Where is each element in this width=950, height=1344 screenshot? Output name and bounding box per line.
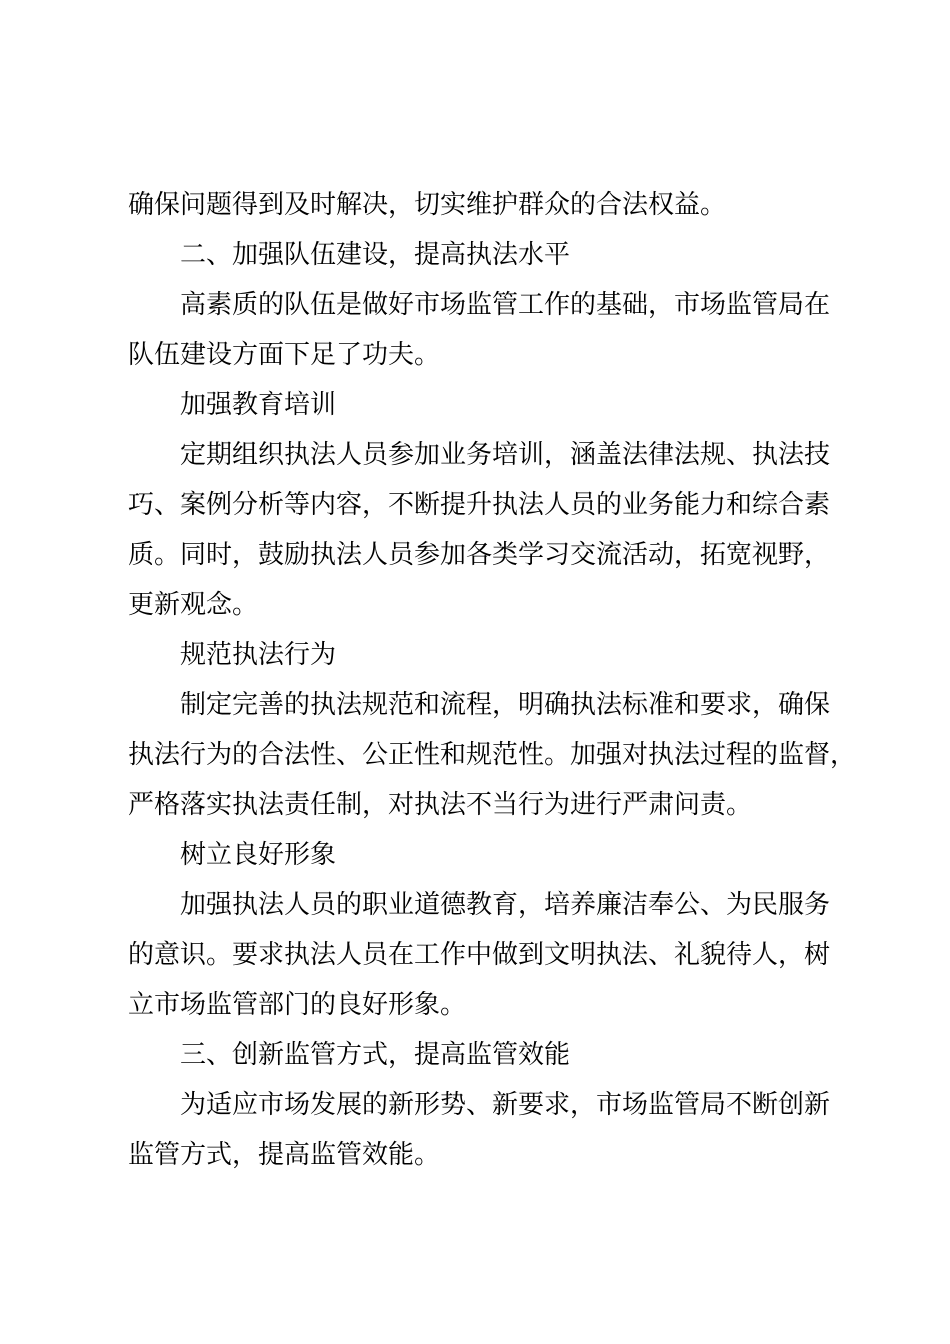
text-line: 定期组织执法人员参加业务培训，涵盖法律法规、执法技 (180, 440, 831, 470)
text-line: 三、创新监管方式，提高监管效能 (180, 1040, 571, 1070)
text-line: 巧、案例分析等内容，不断提升执法人员的业务能力和综合素 (128, 490, 831, 520)
text-line: 加强执法人员的职业道德教育，培养廉洁奉公、为民服务 (180, 890, 831, 920)
text-line: 队伍建设方面下足了功夫。 (128, 340, 441, 370)
subsection-heading (128, 380, 848, 430)
text-line: 树立良好形象 (180, 840, 337, 870)
text-line: 二、加强队伍建设，提高执法水平 (180, 240, 571, 270)
paragraph (128, 680, 857, 830)
subsection-heading (128, 630, 848, 680)
paragraph (128, 430, 848, 630)
paragraph (128, 880, 848, 1030)
text-line: 的意识。要求执法人员在工作中做到文明执法、礼貌待人，树 (128, 940, 831, 970)
text-line: 高素质的队伍是做好市场监管工作的基础，市场监管局在 (180, 290, 831, 320)
document-body (128, 180, 857, 1180)
section-heading (128, 1030, 848, 1080)
paragraph (128, 280, 848, 380)
text-line: 为适应市场发展的新形势、新要求，市场监管局不断创新 (180, 1090, 831, 1120)
text-line: 严格落实执法责任制，对执法不当行为进行严肃问责。 (128, 790, 753, 820)
text-line: 执法行为的合法性、公正性和规范性。加强对执法过程的监督， (128, 740, 857, 770)
text-line: 规范执法行为 (180, 640, 337, 670)
text-line: 质。同时，鼓励执法人员参加各类学习交流活动，拓宽视野， (128, 540, 831, 570)
text-line: 监管方式，提高监管效能。 (128, 1140, 441, 1170)
text-line: 加强教育培训 (180, 390, 337, 420)
section-heading (128, 230, 848, 280)
paragraph (128, 180, 848, 230)
text-line: 立市场监管部门的良好形象。 (128, 990, 467, 1020)
subsection-heading (128, 830, 848, 880)
text-line: 确保问题得到及时解决，切实维护群众的合法权益。 (128, 190, 727, 220)
text-line: 制定完善的执法规范和流程，明确执法标准和要求，确保 (180, 690, 831, 720)
text-line: 更新观念。 (128, 590, 259, 620)
paragraph (128, 1080, 848, 1180)
